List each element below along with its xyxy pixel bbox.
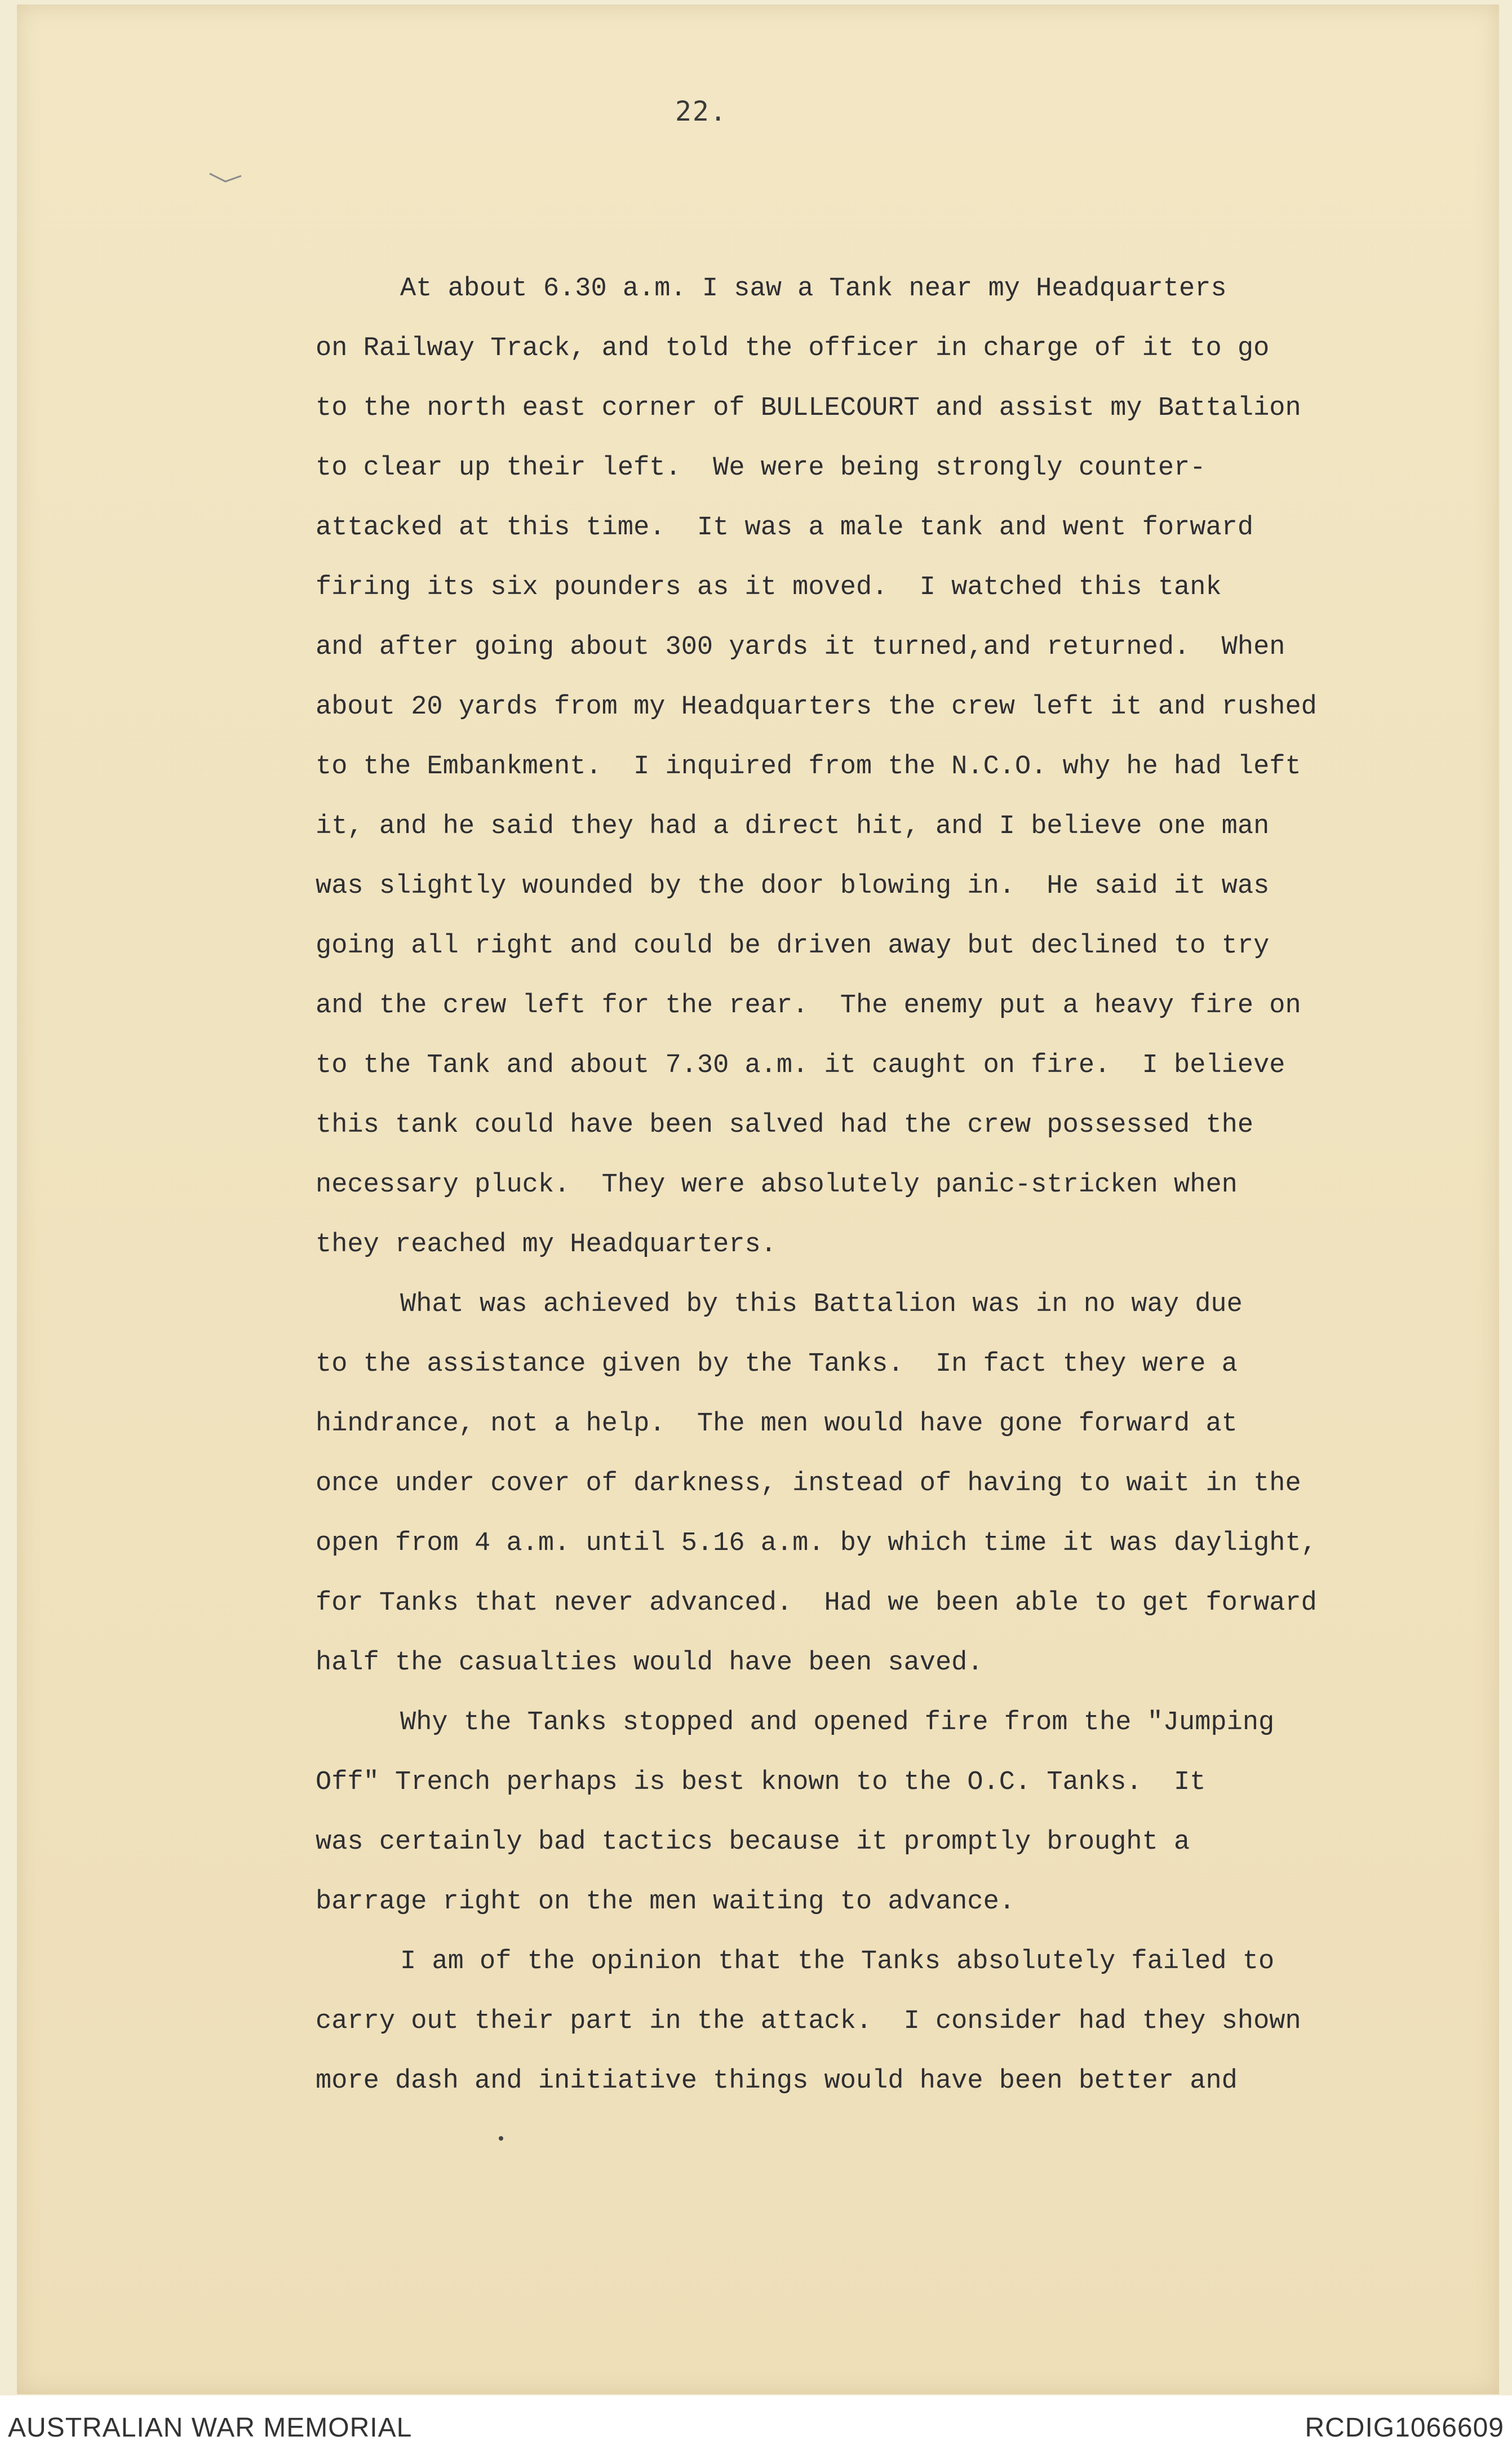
text-line: to the north east corner of BULLECOURT and assist my Battalion: [316, 393, 1301, 423]
text-line: for Tanks that never advanced. Had we been able to get forward: [316, 1588, 1317, 1618]
pencil-tick-mark-icon: [209, 171, 242, 187]
text-line: more dash and initiative things would have been better and: [316, 2066, 1238, 2096]
text-line: was certainly bad tactics because it promptly brought a: [316, 1827, 1190, 1857]
text-line: and the crew left for the rear. The enemy put a heavy fire on: [316, 991, 1301, 1021]
text-line: open from 4 a.m. until 5.16 a.m. by which time it was daylight,: [316, 1529, 1317, 1558]
text-line: it, and he said they had a direct hit, and I believe one man: [316, 812, 1270, 841]
archive-footer: [0, 2395, 1512, 2445]
text-line: going all right and could be driven away but declined to try: [316, 931, 1270, 961]
archive-name: AUSTRALIAN WAR MEMORIAL: [8, 2413, 413, 2443]
text-line: and after going about 300 yards it turned,and returned. When: [316, 632, 1285, 662]
text-line: this tank could have been salved had the crew possessed the: [316, 1110, 1254, 1140]
text-line: firing its six pounders as it moved. I watched this tank: [316, 573, 1222, 603]
text-line: to the Tank and about 7.30 a.m. it caught on fire. I believe: [316, 1051, 1285, 1080]
text-line: on Railway Track, and told the officer in charge of it to go: [316, 334, 1270, 364]
text-line: to clear up their left. We were being strongly counter-: [316, 453, 1206, 483]
text-line: carry out their part in the attack. I consider had they shown: [316, 2007, 1301, 2036]
text-line: once under cover of darkness, instead of having to wait in the: [316, 1469, 1301, 1499]
text-line: barrage right on the men waiting to advance.: [316, 1887, 1016, 1917]
text-line: Why the Tanks stopped and opened fire from the "Jumping: [400, 1708, 1275, 1738]
text-line: necessary pluck. They were absolutely panic-stricken when: [316, 1170, 1238, 1200]
text-line: Off" Trench perhaps is best known to the O.C. Tanks. It: [316, 1768, 1206, 1797]
text-line: was slightly wounded by the door blowing in. He said it was: [316, 871, 1270, 901]
page-number: 22.: [675, 96, 728, 127]
ink-speck: [499, 2136, 503, 2141]
text-line: What was achieved by this Battalion was in no way due: [400, 1290, 1243, 1319]
text-line: attacked at this time. It was a male tank and went forward: [316, 513, 1254, 543]
text-line: to the Embankment. I inquired from the N.C.O. why he had left: [316, 752, 1301, 782]
text-line: I am of the opinion that the Tanks absolutely failed to: [400, 1947, 1275, 1977]
typed-letter-body: [316, 259, 1476, 2111]
text-line: hindrance, not a help. The men would have gone forward at: [316, 1409, 1238, 1439]
text-line: about 20 yards from my Headquarters the crew left it and rushed: [316, 692, 1317, 722]
text-line: At about 6.30 a.m. I saw a Tank near my Headquarters: [400, 274, 1227, 304]
record-id: RCDIG1066609: [1305, 2413, 1504, 2443]
text-line: to the assistance given by the Tanks. In fact they were a: [316, 1349, 1238, 1379]
text-line: half the casualties would have been saved.: [316, 1648, 983, 1678]
text-line: they reached my Headquarters.: [316, 1230, 777, 1260]
